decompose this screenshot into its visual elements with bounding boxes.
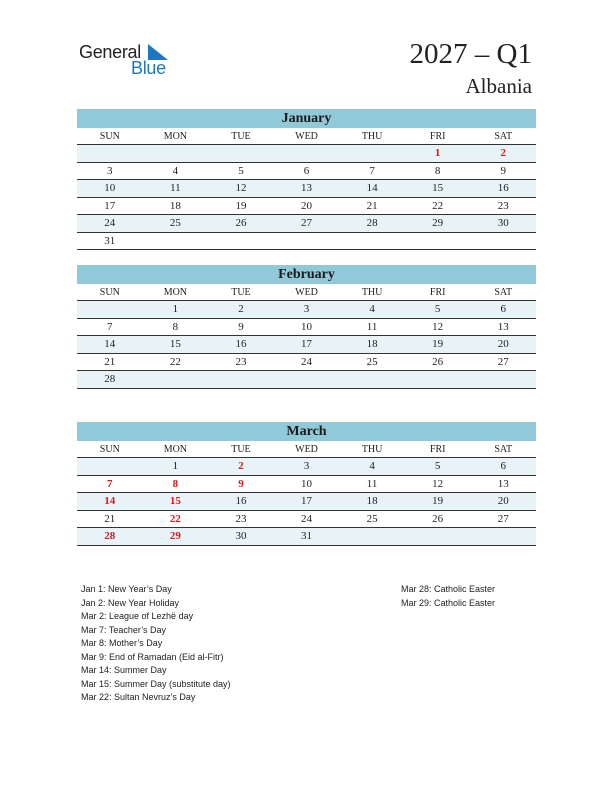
day-cell: 9 <box>238 477 244 490</box>
week-row <box>77 319 536 337</box>
day-cell: 15 <box>432 182 444 194</box>
day-cell: 12 <box>235 182 247 194</box>
day-cell: 14 <box>104 495 116 507</box>
day-cell: 11 <box>366 477 378 490</box>
day-cell: 7 <box>107 320 113 333</box>
week-row <box>77 511 536 529</box>
day-cell: 18 <box>366 338 378 350</box>
week-row <box>77 354 536 372</box>
day-cell: 17 <box>301 495 313 507</box>
holiday-note: Mar 8: Mother’s Day <box>81 638 163 648</box>
day-cell <box>208 233 274 250</box>
holiday-list-right <box>401 583 495 610</box>
day-cell: 17 <box>301 338 313 350</box>
holiday-note: Mar 28: Catholic Easter <box>401 584 496 594</box>
day-cell: 16 <box>497 182 509 194</box>
day-cell: 2 <box>238 460 244 472</box>
day-cell: 12 <box>432 477 444 490</box>
weekday-header-row <box>77 128 536 145</box>
day-cell: 22 <box>169 355 181 368</box>
weekday-label: SUN <box>99 131 120 142</box>
day-cell: 6 <box>500 303 506 315</box>
day-cell: 15 <box>169 338 181 350</box>
day-cell <box>470 371 536 388</box>
day-cell: 5 <box>434 303 441 315</box>
holiday-note: Mar 14: Summer Day <box>81 665 167 675</box>
day-cell: 3 <box>107 164 113 177</box>
day-cell: 28 <box>104 530 116 542</box>
weekday-label: SAT <box>494 131 513 142</box>
day-cell <box>143 371 209 388</box>
day-cell: 1 <box>172 460 179 472</box>
day-cell: 5 <box>238 164 244 177</box>
day-cell: 4 <box>172 164 179 177</box>
day-cell: 14 <box>366 182 378 194</box>
day-cell: 17 <box>104 199 116 212</box>
day-cell: 4 <box>369 460 375 472</box>
logo-word-general: General <box>79 42 141 62</box>
day-cell: 25 <box>169 217 181 229</box>
weekday-label: WED <box>295 444 318 455</box>
day-cell: 6 <box>500 460 506 472</box>
holiday-note: Jan 2: New Year Holiday <box>81 597 180 608</box>
day-cell: 3 <box>303 460 310 472</box>
weekday-label: SUN <box>99 444 120 455</box>
weekday-label: THU <box>361 444 383 455</box>
day-cell: 11 <box>170 182 181 194</box>
holiday-note: Mar 15: Summer Day (substitute day) <box>81 678 231 689</box>
day-cell: 24 <box>301 512 313 525</box>
day-cell: 18 <box>366 495 378 507</box>
holiday-note: Mar 7: Teacher’s Day <box>81 624 167 635</box>
weekday-label: FRI <box>429 444 446 455</box>
day-cell <box>405 371 471 388</box>
weekday-label: TUE <box>231 287 251 298</box>
day-cell: 3 <box>303 303 310 315</box>
day-cell: 8 <box>434 164 441 177</box>
month-march <box>77 422 536 546</box>
day-cell <box>143 233 209 250</box>
day-cell: 22 <box>432 199 444 212</box>
day-cell <box>339 233 405 250</box>
day-cell: 2 <box>500 147 506 159</box>
day-cell: 10 <box>301 320 313 333</box>
day-cell: 26 <box>432 512 444 525</box>
week-row <box>77 336 536 354</box>
day-cell: 9 <box>238 320 244 333</box>
day-cell: 10 <box>104 182 116 194</box>
weekday-label: MON <box>163 131 188 142</box>
day-cell <box>405 233 471 250</box>
weekday-label: MON <box>163 287 188 298</box>
month-january <box>77 109 536 250</box>
day-cell: 5 <box>434 460 441 472</box>
weekday-label: FRI <box>429 287 446 298</box>
day-cell: 29 <box>432 217 444 229</box>
day-cell: 20 <box>301 199 313 212</box>
holiday-note: Mar 22: Sultan Nevruz’s Day <box>81 692 196 702</box>
day-cell: 13 <box>497 477 509 490</box>
week-row <box>77 198 536 216</box>
weekday-label: WED <box>295 287 318 298</box>
day-cell: 16 <box>235 338 247 350</box>
day-cell: 26 <box>432 355 444 368</box>
weekday-label: FRI <box>429 131 446 142</box>
week-row <box>77 233 536 251</box>
week-row <box>77 458 536 476</box>
day-cell: 8 <box>172 477 179 490</box>
day-cell: 31 <box>301 530 313 542</box>
day-cell: 19 <box>235 199 247 212</box>
weekday-label: TUE <box>231 131 251 142</box>
day-cell: 19 <box>432 495 444 507</box>
day-cell: 20 <box>497 338 509 350</box>
weekday-label: SAT <box>494 444 513 455</box>
day-cell: 1 <box>172 303 179 315</box>
day-cell: 23 <box>497 199 509 212</box>
day-cell: 27 <box>497 512 509 525</box>
day-cell: 30 <box>235 530 247 542</box>
day-cell: 12 <box>432 320 444 333</box>
weekday-label: TUE <box>231 444 251 455</box>
day-cell: 7 <box>369 164 375 177</box>
country-name: Albania <box>465 74 532 98</box>
day-cell <box>339 145 405 162</box>
day-cell: 14 <box>104 338 116 350</box>
week-row <box>77 301 536 319</box>
week-row <box>77 215 536 233</box>
weekday-label: THU <box>361 287 383 298</box>
day-cell: 11 <box>366 320 378 333</box>
day-cell: 19 <box>432 338 444 350</box>
day-cell: 21 <box>104 512 116 525</box>
day-cell: 15 <box>169 495 181 507</box>
day-cell: 20 <box>497 495 509 507</box>
weekday-label: THU <box>361 131 383 142</box>
day-cell: 26 <box>235 217 247 229</box>
day-cell <box>143 145 209 162</box>
weekday-header-row <box>77 284 536 301</box>
week-row <box>77 145 536 163</box>
month-header: February <box>77 265 536 284</box>
day-cell <box>77 301 143 318</box>
day-cell <box>339 528 405 545</box>
week-row <box>77 163 536 181</box>
day-cell: 31 <box>104 234 116 247</box>
weekday-label: WED <box>295 131 318 142</box>
day-cell: 27 <box>497 355 509 368</box>
day-cell <box>77 458 143 475</box>
day-cell <box>274 233 340 250</box>
holiday-note: Jan 1: New Year’s Day <box>81 584 172 594</box>
day-cell: 23 <box>235 512 247 525</box>
day-cell: 25 <box>366 512 378 525</box>
day-cell: 22 <box>169 512 181 525</box>
month-header: January <box>77 109 536 128</box>
day-cell: 21 <box>366 199 378 212</box>
holiday-note: Mar 29: Catholic Easter <box>401 597 496 608</box>
day-cell: 4 <box>369 303 375 315</box>
week-row <box>77 371 536 389</box>
day-cell: 28 <box>366 217 378 229</box>
day-cell: 18 <box>169 199 181 212</box>
week-row <box>77 180 536 198</box>
day-cell: 24 <box>301 355 313 368</box>
day-cell: 30 <box>497 217 509 229</box>
day-cell: 27 <box>301 217 313 229</box>
holiday-note: Mar 9: End of Ramadan (Eid al-Fitr) <box>81 651 224 662</box>
day-cell: 1 <box>434 147 441 159</box>
weekday-label: MON <box>163 444 188 455</box>
day-cell <box>470 528 536 545</box>
day-cell: 10 <box>301 477 313 490</box>
day-cell: 23 <box>235 355 247 368</box>
weekday-label: SUN <box>99 287 120 298</box>
day-cell: 7 <box>107 477 113 490</box>
day-cell: 2 <box>238 303 244 315</box>
day-cell: 6 <box>303 164 310 177</box>
day-cell: 28 <box>104 373 116 385</box>
holiday-note: Mar 2: League of Lezhë day <box>81 611 194 621</box>
page-title: 2027 – Q1 <box>409 38 532 70</box>
day-cell: 13 <box>497 320 509 333</box>
day-cell <box>405 528 471 545</box>
weekday-label: SAT <box>494 287 513 298</box>
day-cell: 25 <box>366 355 378 368</box>
day-cell <box>208 145 274 162</box>
day-cell <box>208 371 274 388</box>
day-cell <box>274 371 340 388</box>
day-cell: 21 <box>104 355 116 368</box>
day-cell: 29 <box>169 530 181 542</box>
day-cell: 16 <box>235 495 247 507</box>
day-cell <box>77 145 143 162</box>
day-cell: 8 <box>172 320 179 333</box>
brand-logo <box>79 42 179 78</box>
day-cell: 24 <box>104 217 116 229</box>
day-cell <box>470 233 536 250</box>
holiday-list-left <box>81 583 231 705</box>
month-header: March <box>77 422 536 441</box>
logo-word-blue: Blue <box>131 58 166 78</box>
week-row <box>77 476 536 494</box>
week-row <box>77 493 536 511</box>
day-cell <box>339 371 405 388</box>
weekday-header-row <box>77 441 536 458</box>
month-february <box>77 265 536 389</box>
day-cell: 9 <box>500 164 506 177</box>
day-cell: 13 <box>301 182 313 194</box>
week-row <box>77 528 536 546</box>
day-cell <box>274 145 340 162</box>
